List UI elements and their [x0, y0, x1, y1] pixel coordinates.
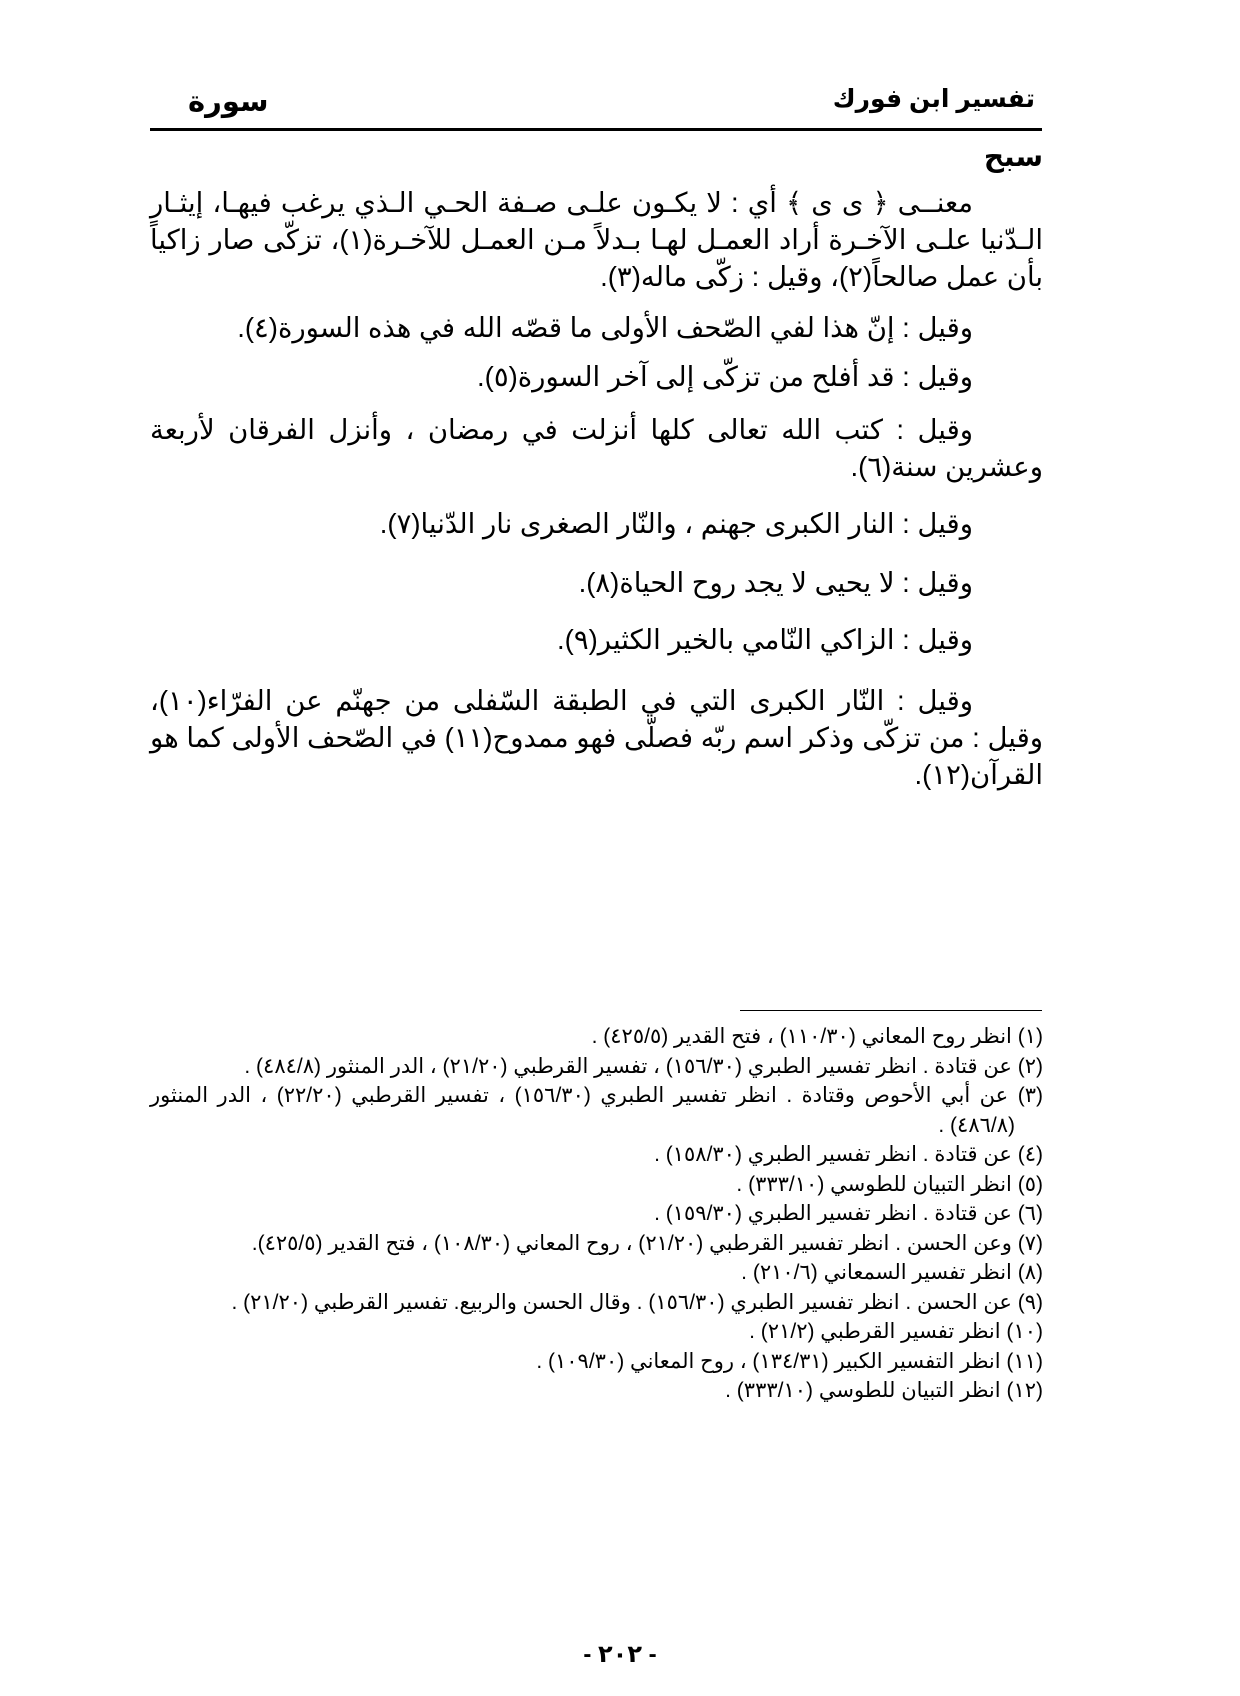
footnote: (٨) انظر تفسير السمعاني (٢١٠/٦) .	[741, 1261, 1043, 1284]
page-number: - ٢٠٢ -	[583, 1641, 657, 1668]
paragraph: وقيل : لا يحيى لا يجد روح الحياة(٨).	[578, 567, 973, 598]
footnote: (٧) وعن الحسن . انظر تفسير القرطبي (٢١/٢٠) ، روح المعاني (١٠٨/٣٠) ، فتح القدير (٤٢٥/٥).	[251, 1231, 1043, 1255]
footnote: (٥) انظر التبيان للطوسي (٣٣٣/١٠) .	[736, 1172, 1043, 1196]
footnote-rule	[740, 1010, 1042, 1011]
footnote: (٦) عن قتادة . انظر تفسير الطبري (١٥٩/٣٠) .	[654, 1202, 1043, 1225]
footnotes	[150, 1022, 1043, 1406]
paragraph: وقيل : إنّ هذا لفي الصّحف الأولى ما قصّه الله في هذه السورة(٤).	[237, 312, 973, 343]
footnote: (٤) عن قتادة . انظر تفسير الطبري (١٥٨/٣٠) .	[654, 1143, 1043, 1166]
footnote: (٢) عن قتادة . انظر تفسير الطبري (١٥٦/٣٠) ، تفسير القرطبي (٢١/٢٠) ، الدر المنثور (٤٨٤/٨) .	[244, 1054, 1043, 1078]
paragraph: معنــى ﴿ ى ى ﴾ أي : لا يكـون علـى صـفة الحـي الـذي يرغب فيهـا، إيثـار الـدّنيا علـى الآخـرة أراد العمـل لهـا بـدلاً مـن العمـل للآخـرة(١)، تزكّى صار زاكياً بأن عمل صالحاً(٢)، وقيل : زكّى ماله(٣).	[150, 187, 1044, 292]
paragraph: وقيل : النار الكبرى جهنم ، والنّار الصغرى نار الدّنيا(٧).	[379, 508, 973, 539]
paragraph: وقيل : قد أفلح من تزكّى إلى آخر السورة(٥).	[477, 361, 973, 392]
book-title: تفسير ابن فورك	[832, 85, 1035, 113]
main-text	[150, 182, 1043, 793]
footnote: (١) انظر روح المعاني (١١٠/٣٠) ، فتح القدير (٤٢٥/٥) .	[591, 1025, 1043, 1048]
sura-name: سبح	[983, 141, 1043, 172]
paragraph: وقيل : كتب الله تعالى كلها أنزلت في رمضان ، وأنزل الفرقان لأربعة وعشرين سنة(٦).	[150, 414, 1043, 482]
running-sura-label: سورة	[188, 86, 269, 118]
paragraph: وقيل : النّار الكبرى التي في الطبقة السّفلى من جهنّم عن الفرّاء(١٠)، وقيل : من تزكّى وذكر اسم ربّه فصلّى فهو ممدوح(١١) في الصّحف الأولى كما هو القرآن(١٢).	[150, 685, 1043, 790]
footnote: (٩) عن الحسن . انظر تفسير الطبري (١٥٦/٣٠) . وقال الحسن والربيع. تفسير القرطبي (٢١/٢٠) .	[231, 1290, 1043, 1314]
footnote: (١٠) انظر تفسير القرطبي (٢١/٢) .	[749, 1320, 1043, 1343]
footnote: (١١) انظر التفسير الكبير (١٣٤/٣١) ، روح المعاني (١٠٩/٣٠) .	[536, 1349, 1043, 1373]
header-rule	[150, 128, 1042, 131]
footnote: (٣) عن أبي الأحوص وقتادة . انظر تفسير الطبري (١٥٦/٣٠) ، تفسير القرطبي (٢٢/٢٠) ، الدر المنثور (٤٨٦/٨) .	[150, 1084, 1043, 1137]
paragraph: وقيل : الزاكي النّامي بالخير الكثير(٩).	[557, 624, 973, 655]
footnote: (١٢) انظر التبيان للطوسي (٣٣٣/١٠) .	[725, 1379, 1043, 1402]
